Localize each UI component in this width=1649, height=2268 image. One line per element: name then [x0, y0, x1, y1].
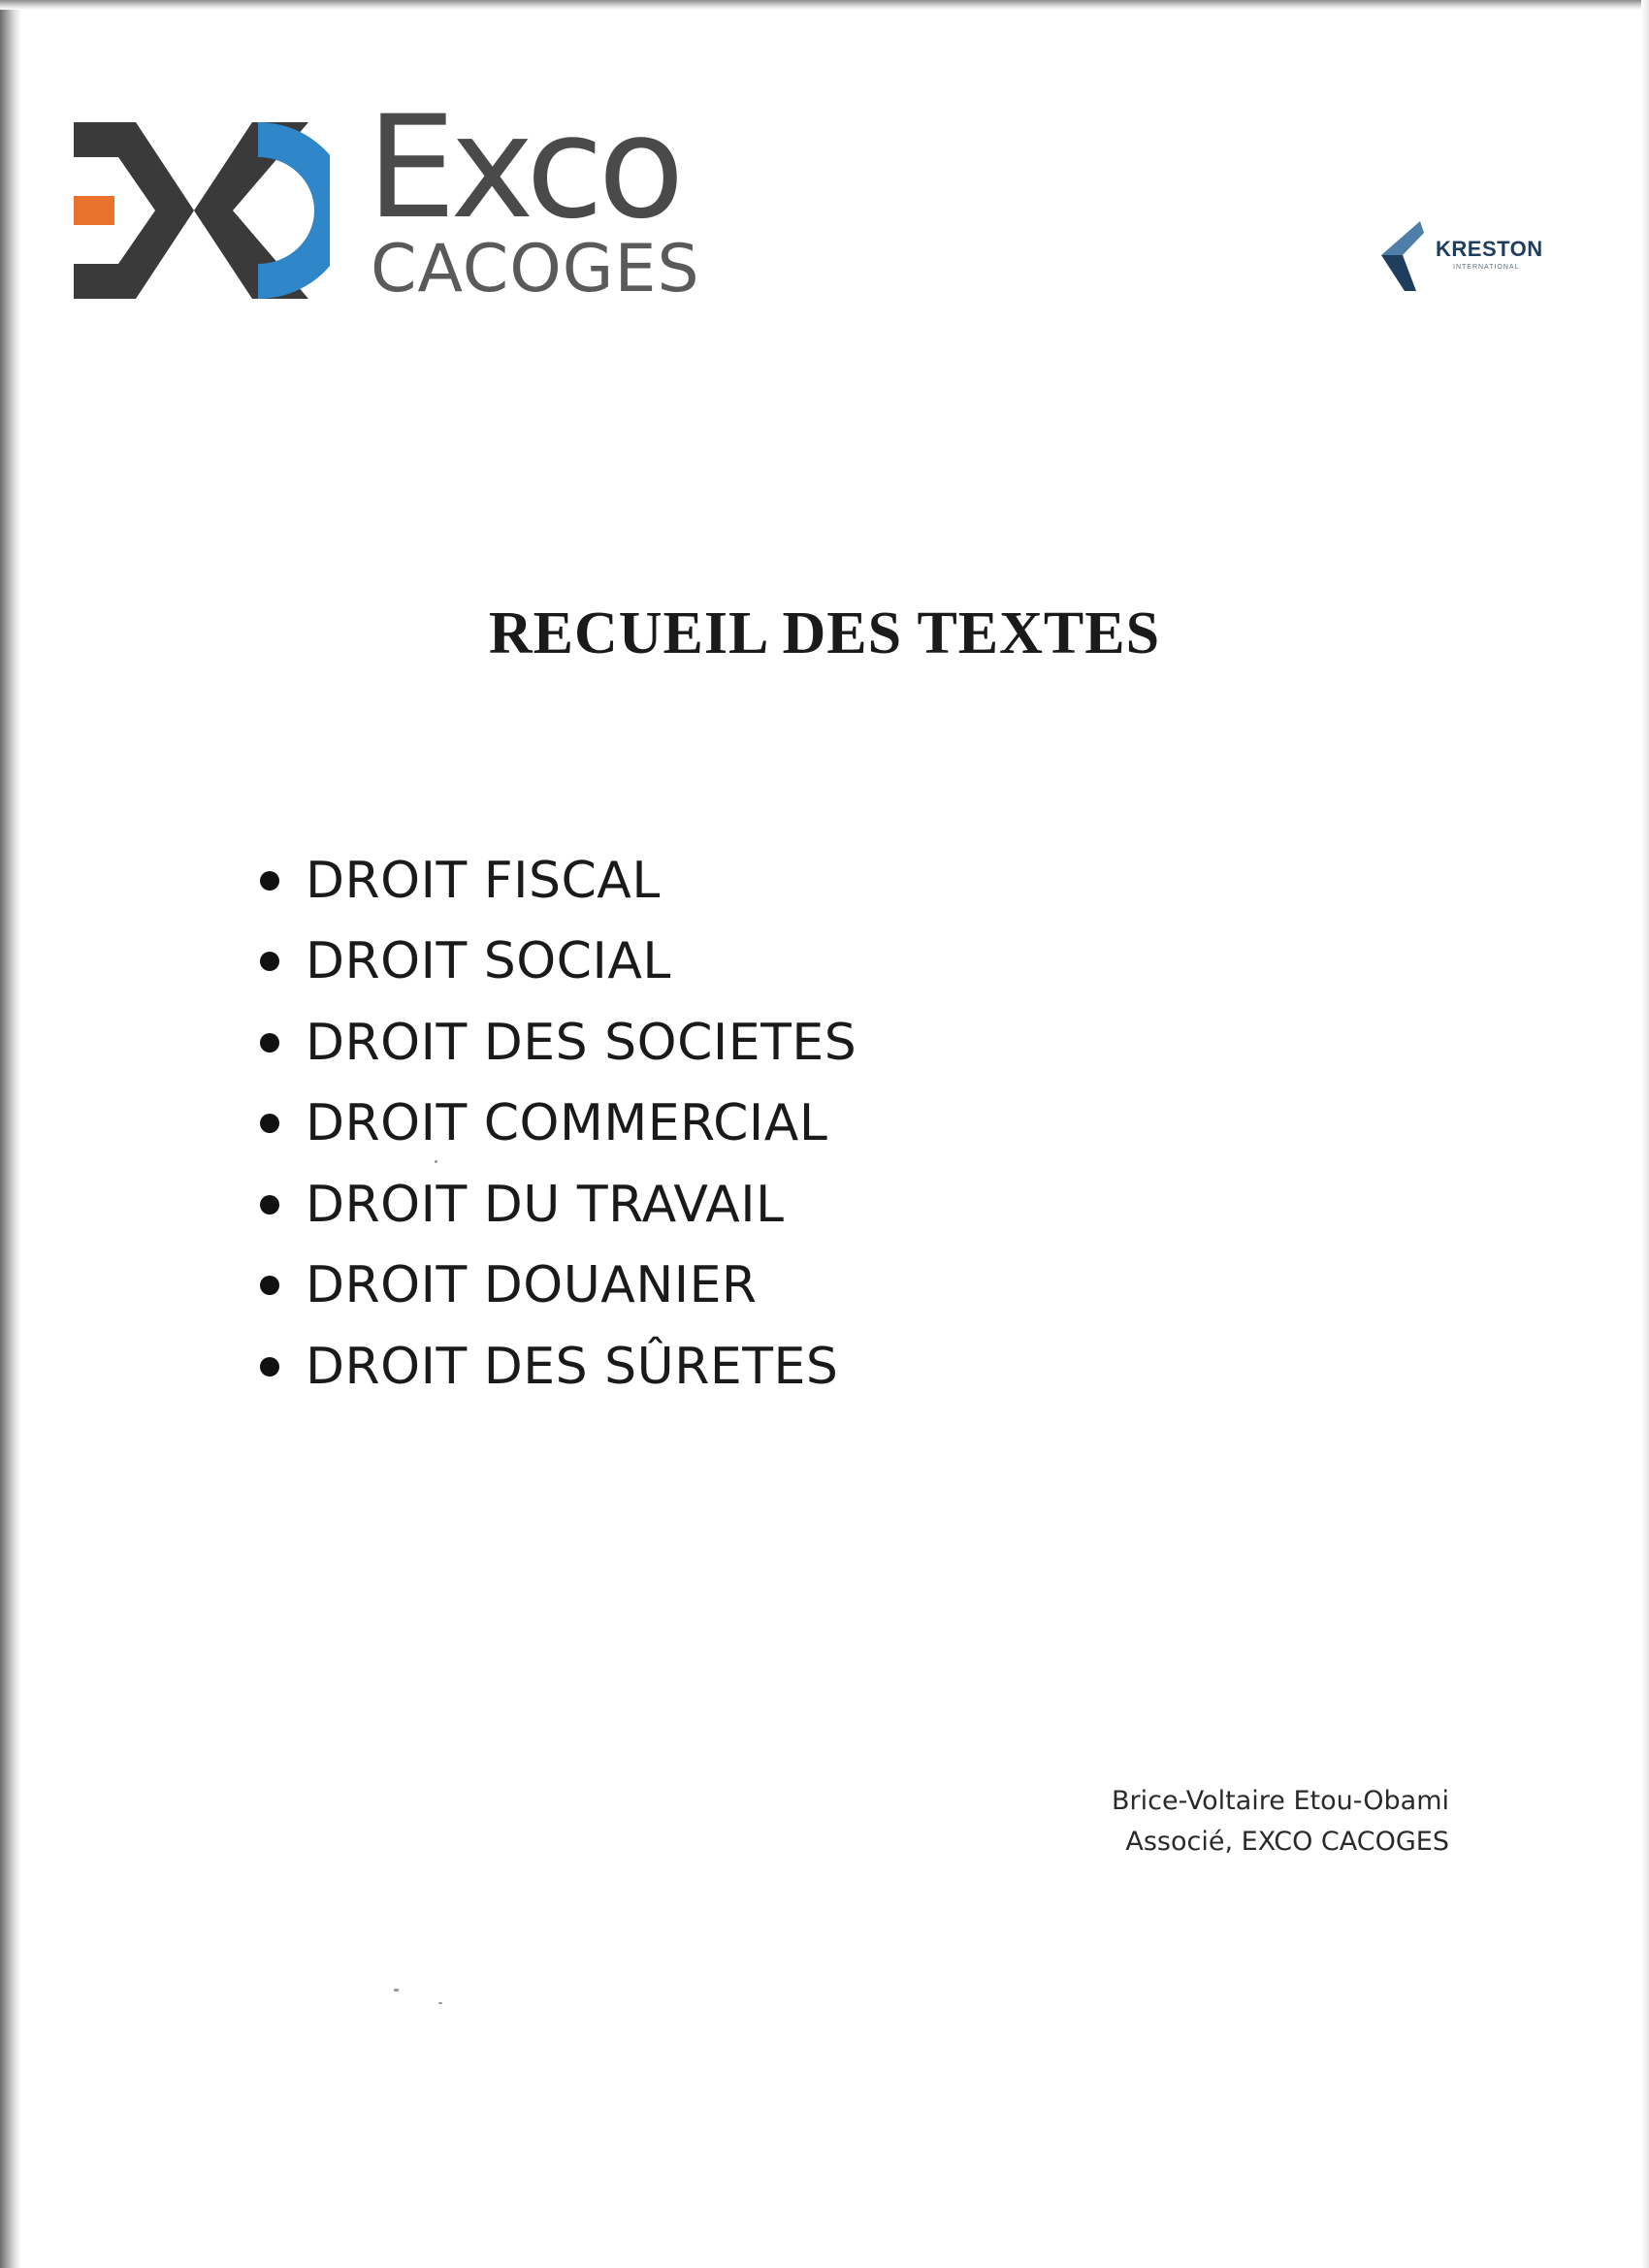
list-item [260, 1002, 857, 1084]
scan-speck [394, 1989, 399, 1992]
topic-label: DROIT DU TRAVAIL [306, 1175, 785, 1234]
scan-edge-left [0, 0, 21, 2268]
scan-edge-right [1641, 0, 1649, 2268]
signature-block [1112, 1781, 1449, 1863]
scan-speck [435, 1160, 437, 1163]
bullet-icon [260, 1195, 279, 1215]
list-item [260, 1326, 857, 1408]
topic-list [260, 840, 857, 1408]
scan-speck [438, 2002, 442, 2004]
document-title: RECUEIL DES TEXTES [488, 600, 1161, 666]
kreston-logo-mark [1375, 215, 1438, 295]
exco-logo-mark [68, 118, 330, 303]
topic-label: DROIT DOUANIER [306, 1256, 758, 1315]
bullet-icon [260, 952, 279, 971]
topic-label: DROIT FISCAL [306, 851, 661, 910]
kreston-logo-subtitle: INTERNATIONAL [1453, 264, 1520, 271]
bullet-icon [260, 871, 279, 891]
bullet-icon [260, 1114, 279, 1133]
scan-edge-top [0, 0, 1649, 10]
topic-label: DROIT COMMERCIAL [306, 1094, 828, 1153]
list-item [260, 1246, 857, 1327]
signature-name: Brice-Voltaire Etou-Obami [1112, 1786, 1449, 1816]
signature-role: Associé, EXCO CACOGES [1125, 1827, 1449, 1857]
topic-label: DROIT DES SÛRETES [306, 1337, 839, 1396]
kreston-logo-name: KRESTON [1436, 237, 1543, 261]
kreston-logo [1375, 215, 1560, 295]
bullet-icon [260, 1033, 279, 1053]
topic-label: DROIT SOCIAL [306, 932, 671, 991]
bullet-icon [260, 1276, 279, 1295]
topic-label: DROIT DES SOCIETES [306, 1013, 857, 1072]
exco-logo-subtitle: CACOGES [371, 231, 700, 308]
exco-logo-name: Exco [367, 85, 679, 250]
list-item [260, 1084, 857, 1165]
list-item [260, 922, 857, 1003]
list-item [260, 1164, 857, 1246]
list-item [260, 840, 857, 922]
bullet-icon [260, 1357, 279, 1377]
